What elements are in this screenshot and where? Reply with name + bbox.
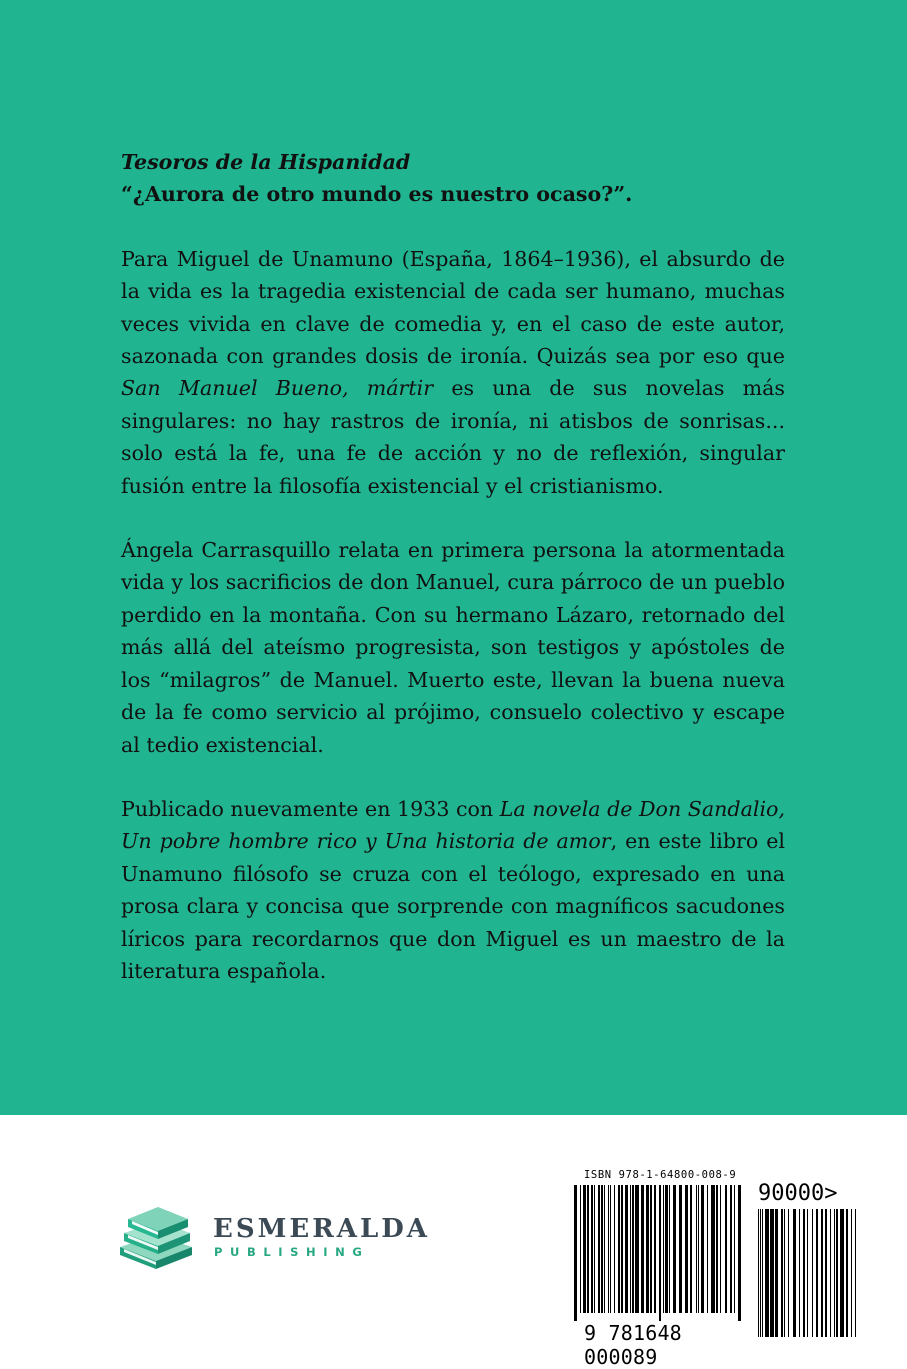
barcode-bar (583, 1185, 586, 1313)
addon-bar (765, 1209, 769, 1337)
addon-bar (799, 1209, 800, 1337)
barcode-bar (738, 1185, 741, 1321)
addon-bar (821, 1209, 823, 1337)
barcode-bar (574, 1185, 577, 1321)
barcode-bar (594, 1185, 595, 1313)
addon-bar (840, 1209, 844, 1337)
barcode-bar (716, 1185, 718, 1313)
barcode-bar (580, 1185, 581, 1313)
barcode-bar (685, 1185, 688, 1313)
addon-bar (851, 1209, 852, 1337)
barcode-bar (610, 1185, 611, 1313)
barcode-bar (635, 1185, 639, 1313)
addon-bar (846, 1209, 848, 1337)
addon-bar (758, 1209, 759, 1337)
barcode-bar (720, 1185, 721, 1313)
barcode-digits: 9 781648 000089 (584, 1321, 682, 1369)
barcode-bar (673, 1185, 676, 1313)
addon-bar (760, 1209, 761, 1337)
addon-bar (807, 1209, 808, 1337)
paragraph-1-a: Para Miguel de Unamuno (España, 1864–1936), el absurdo de la vida es la tragedia existencial de cada ser humano, muchas veces vivida en clave de comedia y, en el caso de este autor, sazonada con grandes dosis de ironía. Quizás sea por eso que (121, 246, 785, 369)
barcode-bar (696, 1185, 697, 1313)
isbn-label: ISBN 978-1-64800-008-9 (584, 1169, 737, 1181)
barcode-bar (601, 1185, 603, 1313)
barcode-bar (630, 1185, 631, 1313)
addon-bar (825, 1209, 827, 1337)
addon-bars (758, 1209, 858, 1339)
barcode-bar (650, 1185, 652, 1313)
barcode-bar (669, 1185, 670, 1313)
barcode-bar (659, 1185, 661, 1321)
barcode-bar (690, 1185, 692, 1313)
barcode-bar (665, 1185, 668, 1313)
series-title: Tesoros de la Hispanidad (121, 150, 411, 174)
paragraph-3-b: , en este libro el Unamuno filósofo se cruza con el teólogo, expresado en una prosa clara y concisa que sorprende con magníficos sacudones líricos para recordarnos que don Miguel es un maestro de la literatura española. (121, 829, 785, 983)
barcode-bar (654, 1185, 656, 1313)
barcode-bar (701, 1185, 704, 1313)
barcode-bar (711, 1185, 715, 1313)
isbn-barcode (574, 1161, 862, 1369)
barcode-bar (591, 1185, 593, 1313)
paragraph-1 (121, 243, 785, 502)
barcode-bar (608, 1185, 609, 1313)
addon-bar (834, 1209, 835, 1337)
barcode-bar (604, 1185, 605, 1313)
addon-bar (803, 1209, 805, 1337)
addon-bar (812, 1209, 813, 1337)
barcode-bar (730, 1185, 732, 1313)
book-stack-icon (118, 1205, 198, 1275)
addon-bar (816, 1209, 818, 1337)
barcode-bars (574, 1185, 749, 1321)
addon-bar (830, 1209, 831, 1337)
barcode-bar (621, 1185, 623, 1313)
paragraph-3-a: Publicado nuevamente en 1933 con (121, 796, 500, 821)
paragraph-2: Ángela Carrasquillo relata en primera persona la atormentada vida y los sacrificios de don Manuel, cura párroco de un pueblo perdido en la montaña. Con su hermano Lázaro, retornado del más allá del ateísmo progresista, son testigos y apóstoles de los “milagros” de Manuel. Muerto este, llevan la buena nueva de la fe como servicio al prójimo, consuelo colectivo y escape al tedio existencial. (121, 538, 785, 757)
barcode-bar (646, 1185, 649, 1313)
book-title: San Manuel Bueno, mártir (121, 376, 434, 401)
barcode-bar (598, 1185, 600, 1313)
paragraph-3 (121, 793, 785, 987)
barcode-bar (625, 1185, 628, 1313)
addon-bar (836, 1209, 838, 1337)
barcode-bar (614, 1185, 615, 1313)
barcode-bar (725, 1185, 727, 1313)
addon-bar (855, 1209, 856, 1337)
barcode-bar (663, 1185, 664, 1313)
publisher-subtitle: PUBLISHING (214, 1245, 370, 1259)
barcode-bar (734, 1185, 735, 1313)
addon-bar (781, 1209, 783, 1337)
barcode-bar (618, 1185, 620, 1313)
price-code: 90000> (758, 1181, 838, 1206)
addon-bar (775, 1209, 778, 1337)
addon-bar (762, 1209, 763, 1337)
publisher-logo (118, 1205, 430, 1275)
barcode-bar (698, 1185, 699, 1313)
back-cover-text (121, 146, 785, 987)
barcode-bar (707, 1185, 708, 1313)
barcode-bar (679, 1185, 682, 1313)
tagline-quote: “¿Aurora de otro mundo es nuestro ocaso?”. (121, 182, 633, 207)
other-titles: La novela de Don Sandalio, Un pobre hombre rico y Una historia de amor (121, 796, 785, 854)
barcode-bar (641, 1185, 644, 1313)
addon-bar (788, 1209, 789, 1337)
addon-bar (784, 1209, 785, 1337)
addon-bar (770, 1209, 774, 1337)
publisher-name: ESMERALDA (213, 1214, 430, 1244)
addon-bar (793, 1209, 796, 1337)
paragraph-1-b: es una de sus novelas más singulares: no hay rastros de ironía, ni atisbos de sonrisas... solo está la fe, una fe de acción y no de reflexión, singular fusión entre la filosofía existencial y el cristianismo. (121, 376, 785, 498)
barcode-bar (632, 1185, 634, 1313)
barcode-bar (587, 1185, 589, 1313)
